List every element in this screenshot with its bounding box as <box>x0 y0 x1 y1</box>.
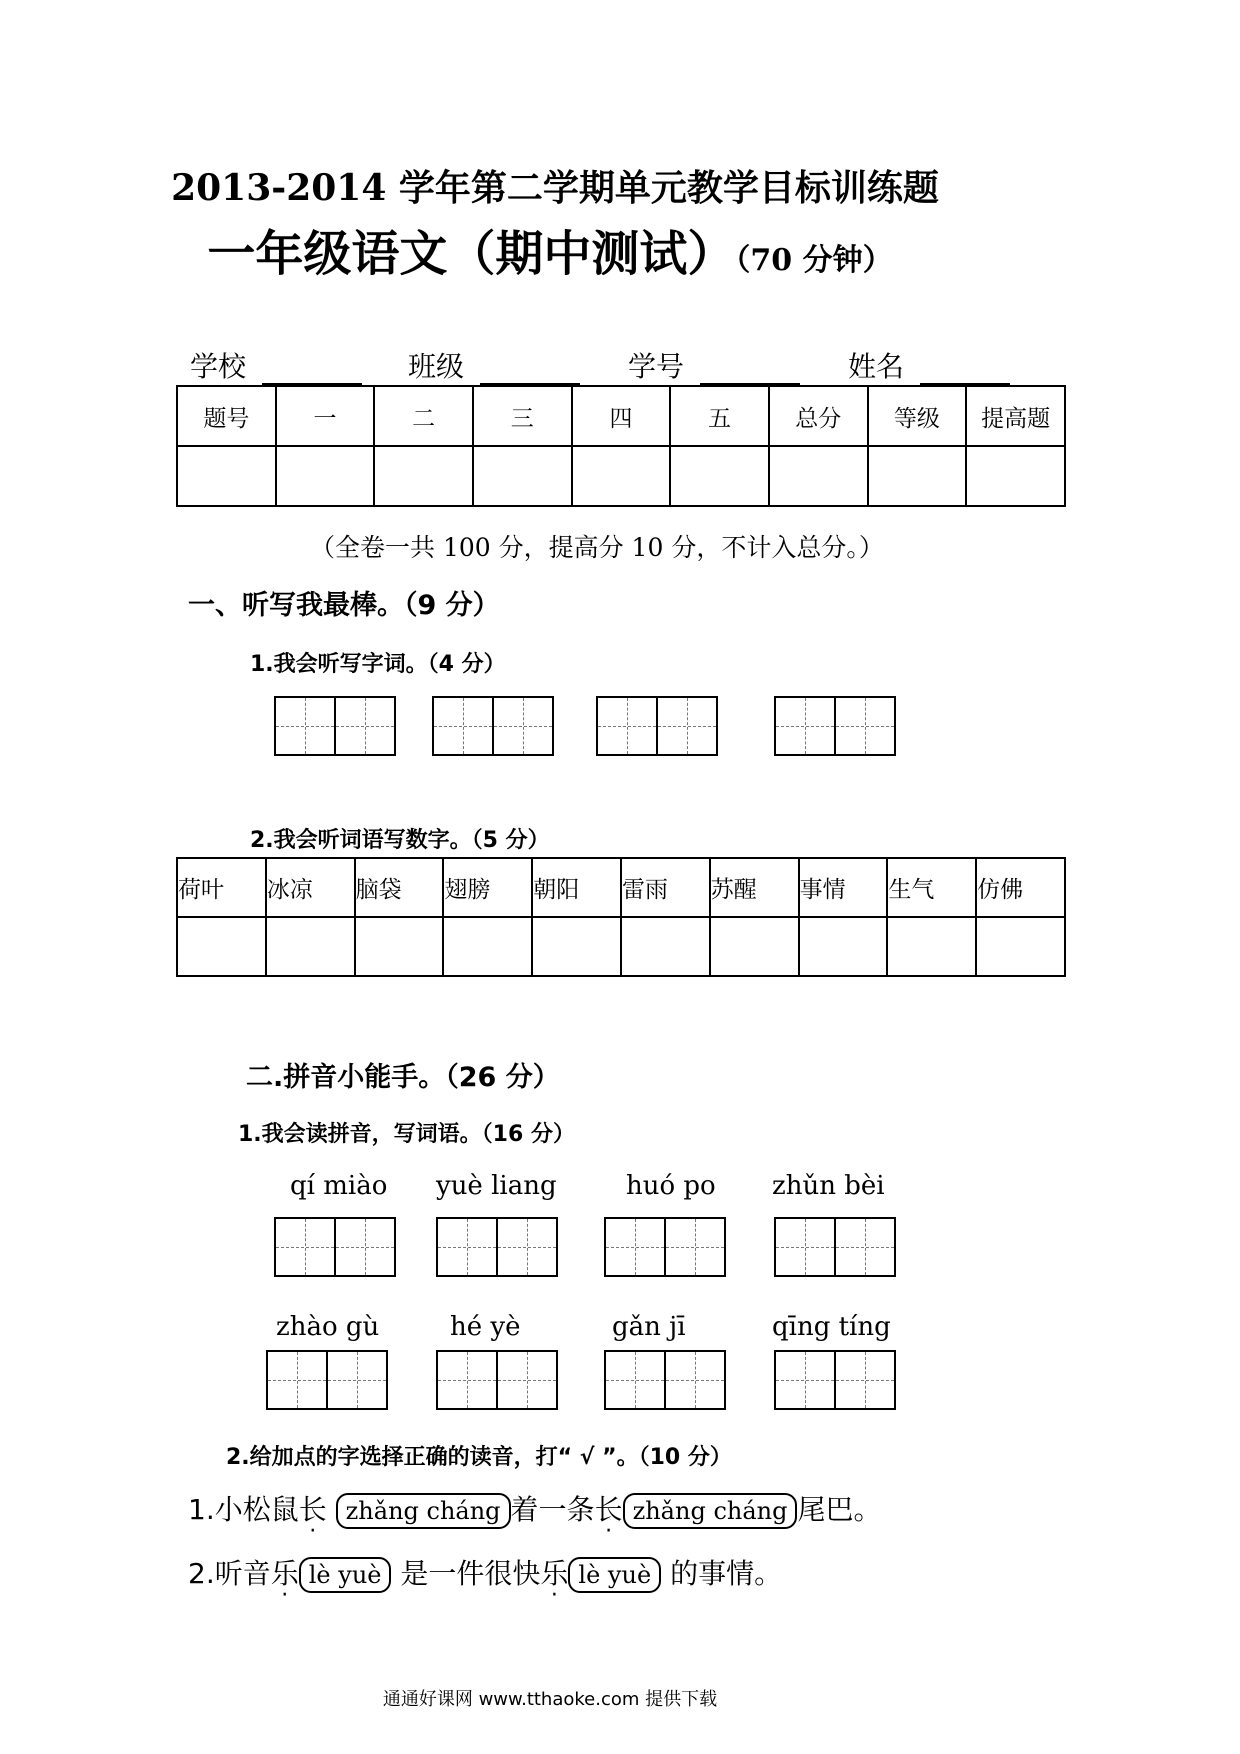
answer-cell[interactable] <box>443 917 532 976</box>
section-2-title: 二.拼音小能手。（26 分） <box>246 1062 560 1093</box>
score-value-cell[interactable] <box>868 446 967 506</box>
section-1-title: 一、听写我最棒。（9 分） <box>188 590 500 621</box>
dotted-char: 长 <box>594 1493 623 1526</box>
tianzige-box[interactable] <box>432 696 554 756</box>
class-blank[interactable] <box>480 357 580 385</box>
sentence-text: 是一件很快 <box>400 1557 541 1590</box>
name-field <box>848 345 1010 385</box>
dotted-char: 长 <box>298 1493 327 1526</box>
answer-cell[interactable] <box>266 917 355 976</box>
score-value-cell[interactable] <box>177 446 276 506</box>
score-value-cell[interactable] <box>473 446 572 506</box>
exam-duration: （70 分钟） <box>735 243 893 278</box>
tianzige-box[interactable] <box>774 1217 896 1277</box>
school-label: 学校 <box>190 350 247 383</box>
name-label: 姓名 <box>848 350 905 383</box>
word-cell: 朝阳 <box>532 858 621 917</box>
reading-option[interactable]: zhǎng cháng <box>623 1493 798 1529</box>
section-2-q2: 2.给加点的字选择正确的读音，打“ √ ”。（10 分） <box>226 1445 732 1470</box>
score-header-cell: 二 <box>374 386 473 446</box>
answer-cell[interactable] <box>532 917 621 976</box>
tianzige-box[interactable] <box>604 1217 726 1277</box>
reading-option[interactable]: lè yuè <box>568 1557 661 1593</box>
tianzige-box[interactable] <box>274 1217 396 1277</box>
pinyin-label: gǎn jī <box>612 1312 686 1342</box>
exam-title <box>0 215 1100 284</box>
sentence-text: 的事情。 <box>670 1557 783 1590</box>
tianzige-box[interactable] <box>596 696 718 756</box>
score-header-cell: 等级 <box>868 386 967 446</box>
tianzige-box[interactable] <box>774 696 896 756</box>
score-header-cell: 一 <box>276 386 375 446</box>
sentence-2 <box>188 1552 782 1593</box>
pinyin-label: hé yè <box>450 1312 521 1342</box>
answer-cell[interactable] <box>976 917 1065 976</box>
sentence-number: 2. <box>188 1557 215 1590</box>
answer-row <box>177 917 1065 976</box>
word-cell: 生气 <box>887 858 976 917</box>
score-value-cell[interactable] <box>374 446 473 506</box>
dotted-char: 乐 <box>540 1557 569 1590</box>
word-cell: 荷叶 <box>177 858 266 917</box>
pinyin-label: yuè liang <box>436 1171 557 1201</box>
number-blank[interactable] <box>700 357 800 385</box>
section-1-q1: 1.我会听写字词。（4 分） <box>250 652 506 677</box>
reading-option[interactable]: lè yuè <box>299 1557 392 1593</box>
number-field <box>628 345 800 385</box>
word-cell: 翅膀 <box>443 858 532 917</box>
tianzige-box[interactable] <box>436 1350 558 1410</box>
exam-title-main: 一年级语文（期中测试） <box>207 226 736 282</box>
school-field <box>190 345 362 385</box>
score-header-cell: 总分 <box>769 386 868 446</box>
sentence-text: 尾巴。 <box>797 1493 882 1526</box>
sentence-text: 着一条 <box>510 1493 595 1526</box>
sentence-1 <box>188 1488 881 1529</box>
answer-cell[interactable] <box>799 917 888 976</box>
sentence-number: 1. <box>188 1493 215 1526</box>
score-value-cell[interactable] <box>572 446 671 506</box>
pinyin-label: zhǔn bèi <box>772 1171 885 1201</box>
tianzige-box[interactable] <box>436 1217 558 1277</box>
school-blank[interactable] <box>262 357 362 385</box>
pinyin-label: qí miào <box>290 1171 388 1201</box>
sentence-text: 小松鼠 <box>214 1493 299 1526</box>
section-2-q1: 1.我会读拼音，写词语。（16 分） <box>238 1122 575 1147</box>
score-header-cell: 题号 <box>177 386 276 446</box>
name-blank[interactable] <box>920 357 1010 385</box>
word-number-table <box>176 857 1066 977</box>
word-cell: 雷雨 <box>621 858 710 917</box>
score-header-cell: 三 <box>473 386 572 446</box>
word-row <box>177 858 1065 917</box>
section-1-q2: 2.我会听词语写数字。（5 分） <box>250 828 550 853</box>
score-header-cell: 四 <box>572 386 671 446</box>
answer-cell[interactable] <box>887 917 976 976</box>
word-cell: 仿佛 <box>976 858 1065 917</box>
pinyin-label: qīng tíng <box>772 1312 891 1342</box>
sentence-text: 听音 <box>214 1557 271 1590</box>
tianzige-box[interactable] <box>266 1350 388 1410</box>
page-footer: 通通好课网 www.tthaoke.com 提供下载 <box>382 1689 718 1710</box>
score-value-row <box>177 446 1065 506</box>
word-cell: 脑袋 <box>355 858 444 917</box>
score-value-cell[interactable] <box>670 446 769 506</box>
score-header-cell: 提高题 <box>966 386 1065 446</box>
tianzige-box[interactable] <box>774 1350 896 1410</box>
answer-cell[interactable] <box>710 917 799 976</box>
exam-note: （全卷一共 100 分，提高分 10 分，不计入总分。） <box>310 533 884 562</box>
pinyin-label: huó po <box>626 1171 716 1201</box>
dotted-char: 乐 <box>270 1557 299 1590</box>
answer-cell[interactable] <box>355 917 444 976</box>
answer-cell[interactable] <box>621 917 710 976</box>
score-header-row <box>177 386 1065 446</box>
score-table <box>176 385 1066 507</box>
class-field <box>408 345 580 385</box>
score-value-cell[interactable] <box>769 446 868 506</box>
exam-subtitle: 2013-2014 学年第二学期单元教学目标训练题 <box>171 167 939 209</box>
pinyin-label: zhào gù <box>276 1312 380 1342</box>
reading-option[interactable]: zhǎng cháng <box>336 1493 511 1529</box>
score-value-cell[interactable] <box>966 446 1065 506</box>
tianzige-box[interactable] <box>604 1350 726 1410</box>
score-header-cell: 五 <box>670 386 769 446</box>
tianzige-box[interactable] <box>274 696 396 756</box>
word-cell: 苏醒 <box>710 858 799 917</box>
number-label: 学号 <box>628 350 685 383</box>
answer-cell[interactable] <box>177 917 266 976</box>
score-value-cell[interactable] <box>276 446 375 506</box>
word-cell: 事情 <box>799 858 888 917</box>
word-cell: 冰凉 <box>266 858 355 917</box>
class-label: 班级 <box>408 350 465 383</box>
